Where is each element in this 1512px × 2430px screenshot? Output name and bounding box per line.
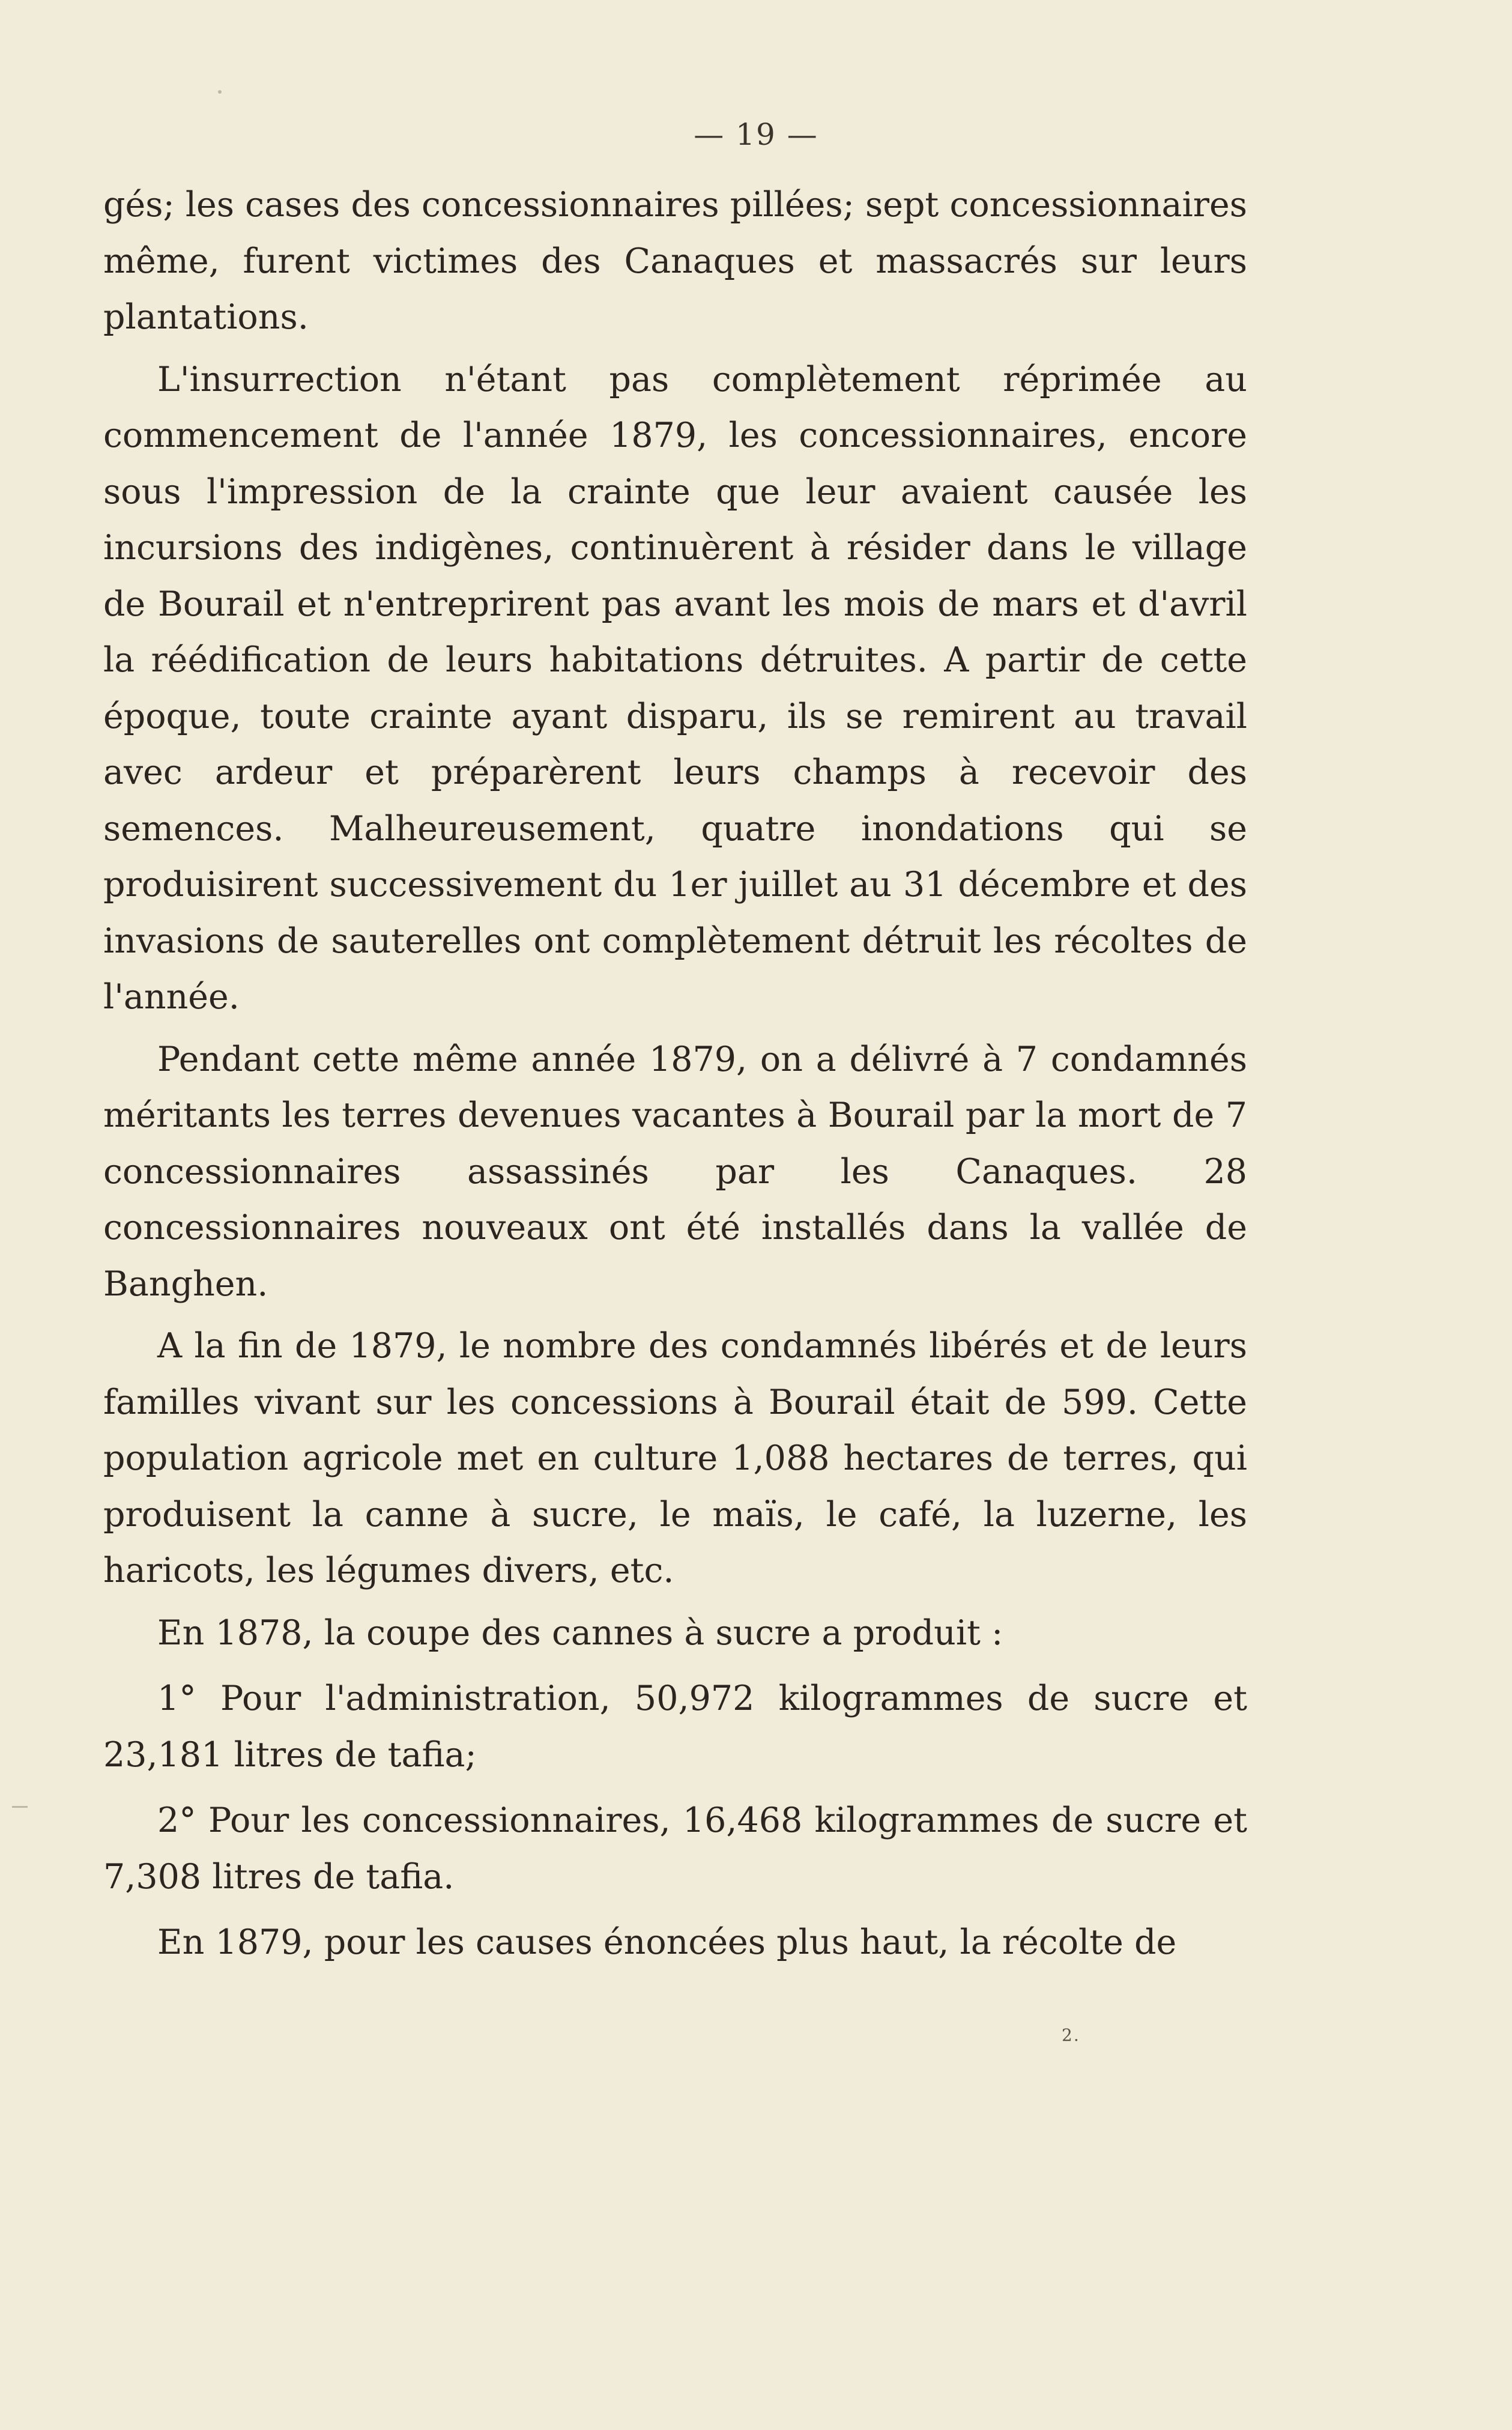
paragraph-condamnes: Pendant cette même année 1879, on a délivré à 7 condamnés méritants les terres devenues vacantes à Bourail par la mort de 7 concessionnaires assassinés par les Canaques. 28 concessionnaires nouveaux ont été installés dans la vallée de Banghen. bbox=[103, 1039, 1247, 1304]
paragraph-recolte: En 1879, pour les causes énoncées plus haut, la récolte de bbox=[157, 1922, 1177, 1962]
paragraph-population: A la fin de 1879, le nombre des condamnés libérés et de leurs familles vivant sur les concessions à Bourail était de 599. Cette population agricole met en culture 1,088 hectares de terres, qui produisent la canne à sucre, le maïs, le café, la luzerne, les haricots, les légumes divers, etc. bbox=[103, 1326, 1247, 1590]
signature-mark: 2. bbox=[1062, 2025, 1080, 2045]
margin-mark bbox=[12, 1806, 28, 1808]
page-speck bbox=[218, 90, 222, 94]
list-item-concessionnaires: 2° Pour les concessionnaires, 16,468 kilogrammes de sucre et 7,308 litres de tafia. bbox=[103, 1801, 1247, 1897]
page-number-header: — 19 — bbox=[694, 117, 818, 152]
body-text bbox=[103, 177, 1247, 1977]
list-item-administration: 1° Pour l'administration, 50,972 kilogrammes de sucre et 23,181 litres de tafia; bbox=[103, 1679, 1247, 1775]
paragraph-continuation: gés; les cases des concessionnaires pillées; sept concessionnaires même, furent victimes des Canaques et massacrés sur leurs plantations. bbox=[103, 185, 1247, 337]
paragraph-insurrection: L'insurrection n'étant pas complètement réprimée au commencement de l'année 1879, les concessionnaires, encore sous l'impression de la crainte que leur avaient causée les incursions des indigènes, continuèrent à résider dans le village de Bourail et n'entreprirent pas avant les mois de mars et d'avril la réédification de leurs habitations détruites. A partir de cette époque, toute crainte ayant disparu, ils se remirent au travail avec ardeur et préparèrent leurs champs à recevoir des semences. Malheureusement, quatre inondations qui se produisirent successivement du 1er juillet au 31 décembre et des invasions de sauterelles ont complètement détruit les récoltes de l'année. bbox=[103, 359, 1247, 1017]
paragraph-coupe-cannes: En 1878, la coupe des cannes à sucre a produit : bbox=[157, 1613, 1003, 1653]
